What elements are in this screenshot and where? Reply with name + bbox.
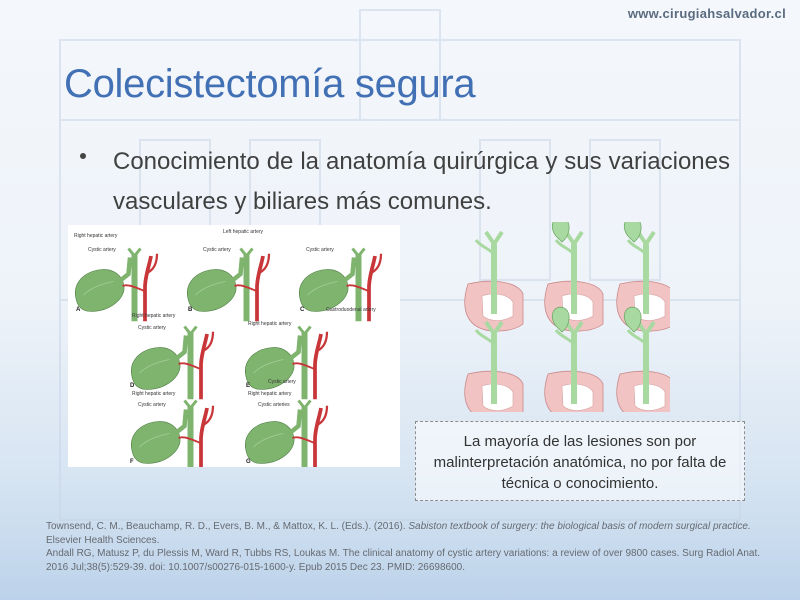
label-right-hepatic-artery: Right hepatic artery xyxy=(74,233,118,239)
reference-1-authors: Townsend, C. M., Beauchamp, R. D., Evers, B. M., & Mattox, K. L. (Eds.). (2016). xyxy=(46,521,406,532)
cystic-artery-diagram xyxy=(68,225,400,467)
key-message-text: La mayoría de las lesiones son por malinterpretación anatómica, no por falta de técnica o conocimiento. xyxy=(433,433,727,492)
panel-letter-c: C xyxy=(300,307,305,313)
variation-panel-f xyxy=(130,391,213,467)
variation-panel-g xyxy=(245,391,327,467)
label-cystic-arteries: Cystic arteries xyxy=(258,402,290,408)
label-cystic-artery: Cystic artery xyxy=(88,247,116,253)
key-message-box xyxy=(415,421,745,501)
reference-1-title: Sabiston textbook of surgery: the biological basis of modern surgical practice. xyxy=(408,521,751,532)
label-right-hepatic-artery: Right hepatic artery xyxy=(132,313,176,319)
variation-panel-a xyxy=(74,233,157,321)
panel-letter-b: B xyxy=(188,307,193,313)
reference-1 xyxy=(46,520,766,547)
biliary-variations-figure xyxy=(440,222,670,412)
panel-letter-d: D xyxy=(130,383,135,389)
biliary-duct-diagram xyxy=(440,222,670,412)
reference-2: Andall RG, Matusz P, du Plessis M, Ward R, Tubbs RS, Loukas M. The clinical anatomy of cystic artery variations: a review of over 9800 cases. Surg Radiol Anat. 2016 Jul;38(5):529-39. doi: 10.1007/s00276-015-1600-y. Epub 2015 Dec 23. PMID: 26698600. xyxy=(46,548,761,573)
biliary-variant-1 xyxy=(465,232,523,331)
references xyxy=(46,520,766,574)
slide-title: Colecistectomía segura xyxy=(64,62,476,106)
label-cystic-artery: Cystic artery xyxy=(306,247,334,253)
variation-panel-e xyxy=(245,321,327,399)
bullet-dot xyxy=(80,153,86,159)
label-gastroduodenal-artery: Gastroduodenal artery xyxy=(326,307,376,313)
cystic-artery-variations-figure xyxy=(68,225,400,467)
label-cystic-artery: Cystic artery xyxy=(138,402,166,408)
label-right-hepatic-artery: Right hepatic artery xyxy=(248,391,292,397)
bullet-item xyxy=(80,142,730,222)
bullet-text: Conocimiento de la anatomía quirúrgica y sus variaciones vasculares y biliares más comunes. xyxy=(113,148,730,215)
label-cystic-artery: Cystic artery xyxy=(268,379,296,385)
label-right-hepatic-artery: Right hepatic artery xyxy=(132,391,176,397)
variation-panel-b xyxy=(187,229,269,321)
panel-letter-e: E xyxy=(246,383,251,389)
label-cystic-artery: Cystic artery xyxy=(138,325,166,331)
panel-letter-a: A xyxy=(76,307,81,313)
label-left-hepatic-artery: Left hepatic artery xyxy=(223,229,264,235)
reference-1-publisher: Elsevier Health Sciences. xyxy=(46,534,160,546)
panel-letter-f: F xyxy=(130,459,134,465)
label-cystic-artery: Cystic artery xyxy=(203,247,231,253)
panel-letter-g: G xyxy=(246,459,251,465)
variation-panel-d xyxy=(130,313,213,399)
site-url: www.cirugiahsalvador.cl xyxy=(627,6,786,21)
variation-panel-c xyxy=(299,247,381,321)
biliary-variant-4 xyxy=(465,322,523,412)
label-right-hepatic-artery: Right hepatic artery xyxy=(248,321,292,327)
